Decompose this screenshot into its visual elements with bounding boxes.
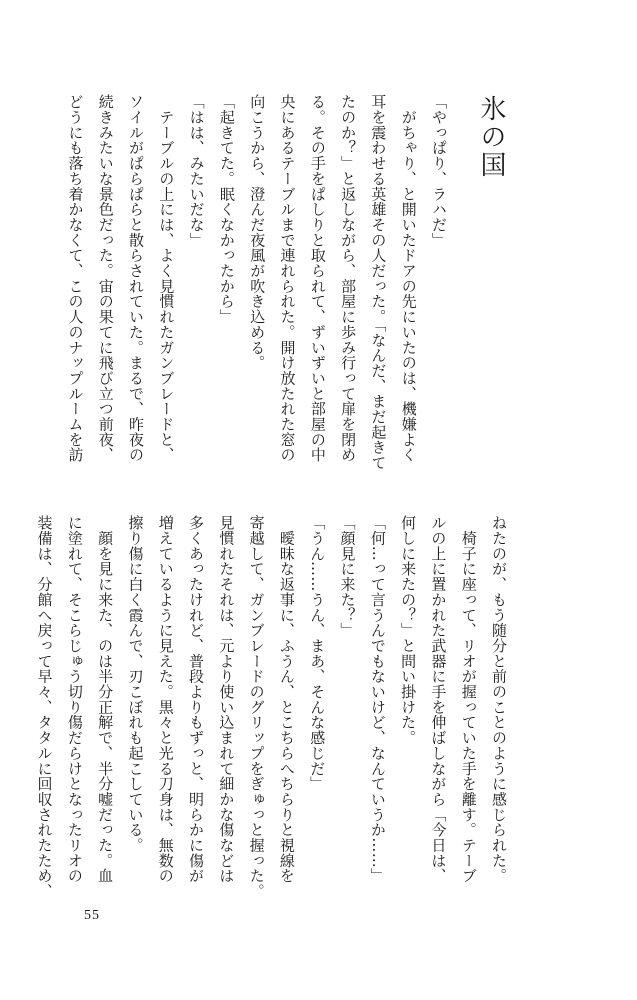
text-line: 「うん……うん、まあ、そんな感じだ」 bbox=[308, 515, 327, 792]
text-line: 続きみたいな景色だった。宙の果てに飛び立つ前夜、 bbox=[96, 94, 115, 463]
text-line: 「はは、みたいだな」 bbox=[187, 94, 206, 248]
text-line: 央にあるテーブルまで連れられた。開け放たれた窓の bbox=[278, 94, 297, 463]
chapter-title: 氷の国 bbox=[476, 95, 506, 179]
text-line: 顔を見に来た、のは半分正解で、半分嘘だった。血 bbox=[96, 515, 115, 884]
text-line: 多くあったけれど、普段よりもずっと、明らかに傷が bbox=[187, 515, 206, 884]
text-line: どうにも落ち着かなくて、この人のナップルームを訪 bbox=[66, 94, 85, 463]
page-number: 55 bbox=[84, 908, 100, 923]
text-block-top bbox=[66, 94, 454, 486]
text-block-bottom bbox=[35, 515, 514, 905]
text-line: ルの上に置かれた武器に手を伸ばしながら「今日は、 bbox=[429, 515, 448, 884]
text-line: 何しに来たの？」と問い掛けた。 bbox=[399, 515, 418, 746]
text-line: 向こうから、澄んだ夜風が吹き込める。 bbox=[248, 94, 267, 371]
text-line: 曖昧な返事に、ふうん、とこちらへちらりと視線を bbox=[277, 515, 296, 884]
text-line: たのか？」と返しながら、部屋に歩み行って扉を閉め bbox=[339, 94, 358, 463]
text-line: 椅子に座って、リオが握っていた手を離す。テーブ bbox=[459, 515, 478, 884]
text-line: がちゃり、と開いたドアの先にいたのは、機嫌よく bbox=[399, 94, 418, 463]
text-line: 擦り傷に白く霞んで、刃こぼれも起こしている。 bbox=[126, 515, 145, 853]
text-line: テーブルの上には、よく見慣れたガンブレードと、 bbox=[157, 94, 176, 463]
text-line: 「やっぱり、ラハだ」 bbox=[430, 94, 448, 248]
text-line: 「顔見に来た？」 bbox=[338, 515, 357, 638]
text-line: る。その手をぱしりと取られて、ずいずいと部屋の中 bbox=[308, 94, 327, 463]
text-line: 耳を震わせる英雄その人だった。「なんだ、まだ起きて bbox=[369, 94, 388, 471]
text-line: に塗れて、そこらじゅう切り傷だらけとなったリオの bbox=[65, 515, 84, 884]
text-line: 「何…って言うんでもないけど、なんていうか……」 bbox=[368, 515, 387, 884]
text-line: ねたのが、もう随分と前のことのように感じられた。 bbox=[490, 515, 508, 884]
text-line: 見慣れたそれは、元より使い込まれて細かな傷などは bbox=[217, 515, 236, 884]
text-line: 寄越して、ガンブレードのグリップをぎゅっと握った。 bbox=[247, 515, 266, 899]
text-line: ソイルがぱらぱらと散らされていた。まるで、昨夜の bbox=[127, 94, 146, 463]
text-line: 装備は、分館へ戻って早々、タタルに回収されたため、 bbox=[35, 515, 54, 899]
text-line: 増えているように見えた。黒々と光る刀身は、無数の bbox=[156, 515, 175, 884]
text-line: 「起きてた。眠くなかったから」 bbox=[217, 94, 236, 325]
